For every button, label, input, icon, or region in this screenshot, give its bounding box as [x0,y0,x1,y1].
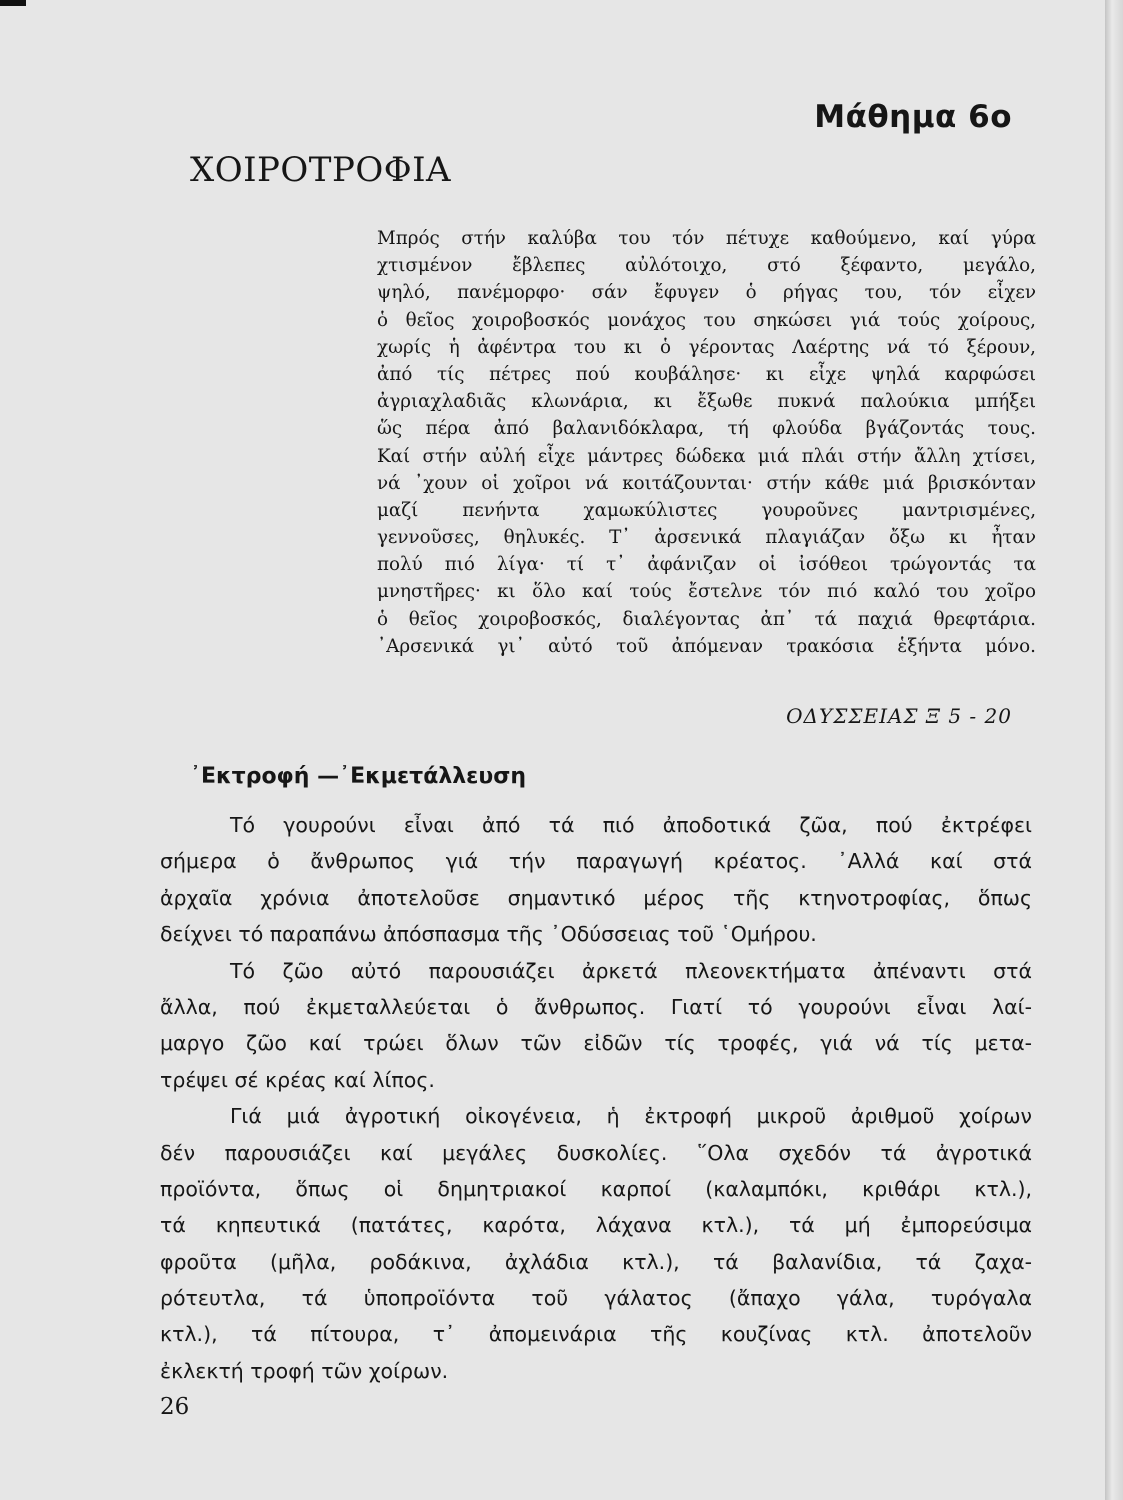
epic-line: μαζί πενήντα χαμωκύλιστες γουροῦνες μαντρισμένες, [377,499,1036,521]
body-line: ἄλλα, πού ἐκμεταλλεύεται ὁ ἄνθρωπος. Γιατί τό γουρούνι εἶναι λαί- [160,994,1032,1019]
body-line: τρέψει σέ κρέας καί λίπος. [160,1067,435,1092]
body-text [160,807,1032,1389]
body-line: Γιά μιά ἀγροτική οἰκογένεια, ἡ ἐκτροφή μικροῦ ἀριθμοῦ χοίρων [230,1104,1032,1129]
epic-line: μνηστῆρες· κι ὅλο καί τούς ἔστελνε τόν πιό καλό του χοῖρο [377,581,1036,603]
epic-line: πολύ πιό λίγα· τί τ᾽ ἀφάνιζαν οἱ ἰσόθεοι τρώγοντάς τα [377,554,1036,576]
body-line: προϊόντα, ὅπως οἱ δημητριακοί καρποί (καλαμπόκι, κριθάρι κτλ.), [160,1176,1032,1201]
epic-line: ὥς πέρα ἀπό βαλανιδόκλαρα, τή φλούδα βγάζοντάς τους. [377,418,1036,440]
section-heading: ᾽Εκτροφή —᾽Εκμετάλλευση [190,764,527,789]
body-line: Τό γουρούνι εἶναι ἀπό τά πιό ἀποδοτικά ζῶα, πού ἐκτρέφει [230,813,1032,837]
page-number: 26 [160,1394,190,1420]
epic-line: χωρίς ἡ ἀφέντρα του κι ὁ γέροντας Λαέρτης νά τό ξέρουν, [377,336,1036,358]
epic-line: ψηλό, πανέμορφο· σάν ἔφυγεν ὁ ρήγας του, τόν εἶχεν [377,282,1036,304]
epic-line: νά ᾽χουν οἱ χοῖροι νά κοιτάζουνται· στήν κάθε μιά βρισκόνταν [377,472,1036,494]
body-line: φροῦτα (μῆλα, ροδάκινα, ἀχλάδια κτλ.), τά βαλανίδια, τά ζαχα- [160,1249,1032,1274]
body-line: ρότευτλα, τά ὑποπροϊόντα τοῦ γάλατος (ἄπαχο γάλα, τυρόγαλα [160,1286,1032,1311]
chapter-title: ΧΟΙΡΟΤΡΟΦΙΑ [190,150,452,190]
body-line: ἀρχαῖα χρόνια ἀποτελοῦσε σημαντικό μέρος τῆς κτηνοτροφίας, ὅπως [160,885,1032,910]
epic-line: Καί στήν αὐλή εἶχε μάντρες δώδεκα μιά πλάι στήν ἄλλη χτίσει, [377,445,1036,467]
lesson-label: Μάθημα 6ο [814,99,1012,135]
body-line: δέν παρουσιάζει καί μεγάλες δυσκολίες. ῞Ολα σχεδόν τά ἀγροτικά [160,1140,1032,1165]
epic-line: ὁ θεῖος χοιροβοσκός, διαλέγοντας ἀπ᾽ τά παχιά θρεφτάρια. [377,608,1036,630]
epic-excerpt [377,225,1036,660]
body-line: δείχνει τό παραπάνω ἀπόσπασμα τῆς ᾽Οδύσσειας τοῦ ῾Ομήρου. [160,922,817,947]
epic-line: ὁ θεῖος χοιροβοσκός μονάχος του σηκώσει γιά τούς χοίρους, [377,309,1036,331]
epic-source: ΟΔΥΣΣΕΙΑΣ Ξ 5 - 20 [786,704,1012,728]
scan-corner-mark [0,0,26,6]
epic-line: ἀγριαχλαδιᾶς κλωνάρια, κι ἔξωθε πυκνά παλούκια μπήξει [377,391,1036,413]
epic-line: Μπρός στήν καλύβα του τόν πέτυχε καθούμενο, καί γύρα [377,228,1036,249]
body-line: κτλ.), τά πίτουρα, τ᾽ ἀπομεινάρια τῆς κουζίνας κτλ. ἀποτελοῦν [160,1322,1032,1347]
page-edge [1105,0,1123,1500]
body-line: μαργο ζῶο καί τρώει ὅλων τῶν εἰδῶν τίς τροφές, γιά νά τίς μετα- [160,1031,1032,1056]
epic-line: ἀπό τίς πέτρες πού κουβάλησε· κι εἶχε ψηλά καρφώσει [377,363,1036,385]
epic-line: γεννοῦσες, θηλυκές. Τ᾽ ἀρσενικά πλαγιάζαν ὄξω κι ἦταν [377,527,1036,549]
epic-line: ᾽Αρσενικά γι᾽ αὐτό τοῦ ἀπόμεναν τρακόσια ἑξήντα μόνο. [377,635,1036,657]
body-line: Τό ζῶο αὐτό παρουσιάζει ἀρκετά πλεονεκτήματα ἀπέναντι στά [230,958,1032,983]
body-line: ἐκλεκτή τροφή τῶν χοίρων. [160,1358,449,1383]
epic-line: χτισμένον ἔβλεπες αὐλότοιχο, στό ξέφαντο, μεγάλο, [377,255,1036,277]
body-line: τά κηπευτικά (πατάτες, καρότα, λάχανα κτλ.), τά μή ἐμπορεύσιμα [160,1213,1032,1238]
body-line: σήμερα ὁ ἄνθρωπος γιά τήν παραγωγή κρέατος. ᾽Αλλά καί στά [160,849,1032,874]
